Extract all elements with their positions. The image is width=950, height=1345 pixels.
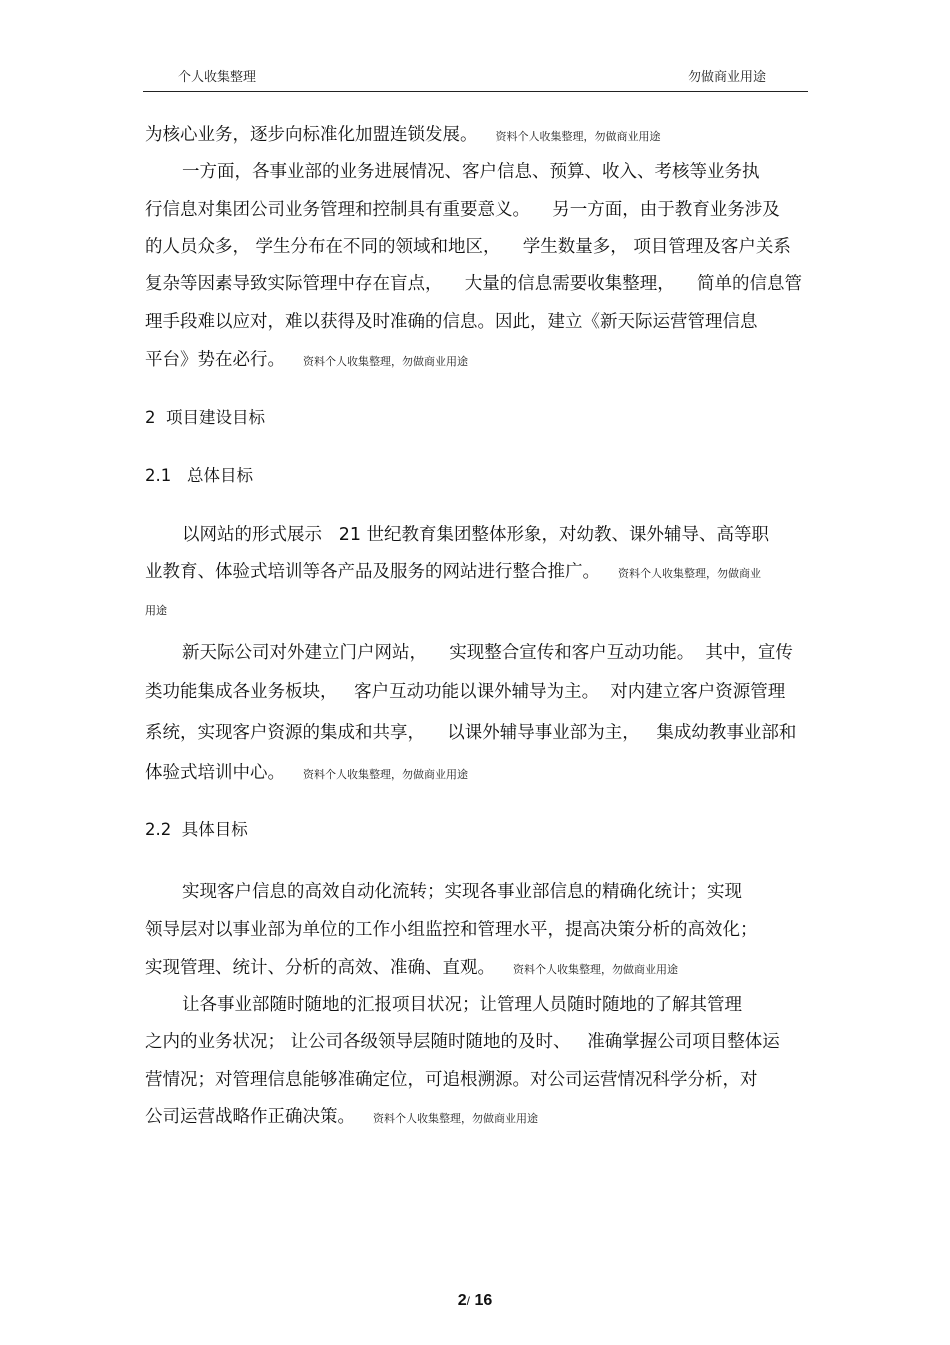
text-line bbox=[145, 124, 661, 148]
line-text: 行信息对集团公司业务管理和控制具有重要意义。 另一方面，由于教育业务涉及 bbox=[145, 200, 780, 220]
current-page: 2 bbox=[457, 1292, 467, 1309]
text-line bbox=[145, 957, 678, 981]
watermark-note: 资料个人收集整理，勿做商业用途 bbox=[513, 963, 678, 976]
line-text: 2.2 具体目标 bbox=[145, 820, 248, 839]
line-text: 复杂等因素导致实际管理中存在盲点， 大量的信息需要收集整理， 简单的信息管 bbox=[145, 274, 802, 294]
line-text: 为核心业务，逐步向标准化加盟连锁发展。 bbox=[145, 125, 478, 145]
watermark-note: 资料个人收集整理，勿做商业用途 bbox=[495, 130, 661, 143]
text-line bbox=[182, 642, 793, 664]
line-text: 系统，实现客户资源的集成和共享， 以课外辅导事业部为主， 集成幼教事业部和 bbox=[145, 723, 797, 743]
text-line bbox=[182, 881, 742, 903]
section-heading bbox=[145, 407, 265, 429]
line-text: 用途 bbox=[145, 604, 167, 617]
section-heading bbox=[145, 465, 253, 487]
page-separator: / bbox=[466, 1294, 470, 1308]
text-line bbox=[182, 524, 769, 546]
text-line bbox=[145, 1106, 538, 1130]
text-line bbox=[182, 994, 742, 1016]
section-heading bbox=[145, 819, 248, 841]
watermark-note: 资料个人收集整理，勿做商业用途 bbox=[303, 768, 468, 781]
line-text: 公司运营战略作正确决策。 bbox=[145, 1107, 355, 1127]
line-text: 业教育、体验式培训等各产品及服务的网站进行整合推广。 bbox=[145, 562, 600, 582]
line-text: 理手段难以应对，难以获得及时准确的信息。因此，建立《新天际运营管理信息 bbox=[145, 312, 758, 332]
header-right: 勿做商业用途 bbox=[688, 70, 767, 85]
text-line bbox=[145, 273, 802, 295]
text-line bbox=[145, 236, 791, 258]
text-line bbox=[145, 600, 167, 622]
line-text: 一方面，各事业部的业务进展情况、客户信息、预算、收入、考核等业务执 bbox=[182, 162, 760, 182]
line-text: 以网站的形式展示 21 世纪教育集团整体形象，对幼教、课外辅导、高等职 bbox=[182, 525, 770, 545]
text-line bbox=[182, 161, 760, 183]
line-text: 类功能集成各业务板块， 客户互动功能以课外辅导为主。 对内建立客户资源管理 bbox=[145, 682, 786, 702]
header-left: 个人收集整理 bbox=[178, 70, 257, 85]
line-text: 营情况；对管理信息能够准确定位，可追根溯源。对公司运营情况科学分析，对 bbox=[145, 1070, 758, 1090]
text-line bbox=[145, 722, 796, 744]
line-text: 实现管理、统计、分析的高效、准确、直观。 bbox=[145, 958, 495, 978]
text-line bbox=[145, 349, 468, 373]
watermark-note: 资料个人收集整理，勿做商业用途 bbox=[373, 1112, 538, 1125]
watermark-note: 资料个人收集整理，勿做商业 bbox=[618, 567, 761, 580]
text-line bbox=[145, 311, 758, 333]
header-rule bbox=[143, 91, 808, 92]
total-pages: 16 bbox=[474, 1292, 493, 1309]
text-line bbox=[145, 561, 761, 585]
line-text: 体验式培训中心。 bbox=[145, 763, 285, 783]
line-text: 2 项目建设目标 bbox=[145, 408, 265, 427]
text-line bbox=[145, 681, 785, 703]
text-line bbox=[145, 762, 468, 786]
line-text: 让各事业部随时随地的汇报项目状况；让管理人员随时随地的了解其管理 bbox=[182, 995, 742, 1015]
text-line bbox=[145, 919, 758, 941]
line-text: 领导层对以事业部为单位的工作小组监控和管理水平，提高决策分析的高效化； bbox=[145, 920, 758, 940]
line-text: 2.1 总体目标 bbox=[145, 466, 253, 485]
line-text: 之内的业务状况； 让公司各级领导层随时随地的及时、 准确掌握公司项目整体运 bbox=[145, 1032, 780, 1052]
text-line bbox=[145, 1031, 780, 1053]
line-text: 实现客户信息的高效自动化流转；实现各事业部信息的精确化统计；实现 bbox=[182, 882, 742, 902]
text-line bbox=[145, 199, 780, 221]
line-text: 新天际公司对外建立门户网站， 实现整合宣传和客户互动功能。 其中，宣传 bbox=[182, 643, 793, 663]
line-text: 平台》势在必行。 bbox=[145, 350, 285, 370]
watermark-note: 资料个人收集整理，勿做商业用途 bbox=[303, 355, 468, 368]
text-line bbox=[145, 1069, 758, 1091]
line-text: 的人员众多， 学生分布在不同的领域和地区， 学生数量多， 项目管理及客户关系 bbox=[145, 237, 791, 257]
page-number bbox=[0, 1292, 950, 1310]
